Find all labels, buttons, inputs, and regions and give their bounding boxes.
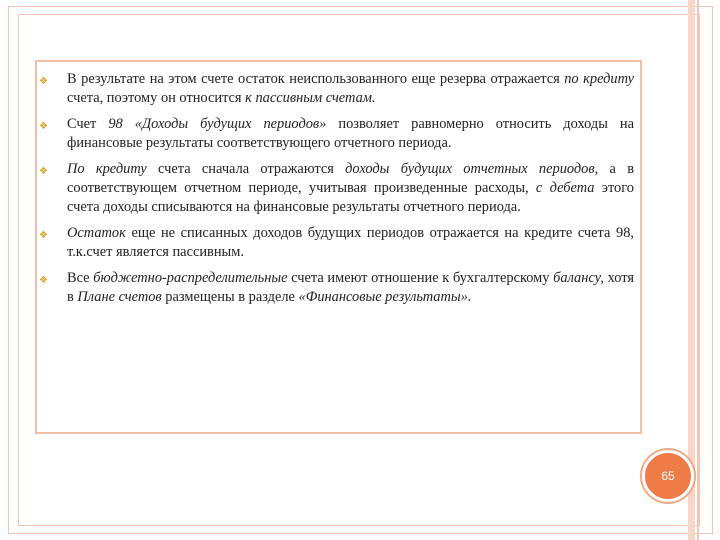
right-decorative-line [697, 0, 699, 540]
bullet-item [38, 269, 634, 307]
bullet-text-part: доходы будущих отчетных периодов, [345, 161, 599, 177]
bullet-marker-icon: ❖ [39, 76, 48, 87]
bullet-text-part: Плане счетов [77, 289, 162, 305]
bullet-text-part: Счет [67, 116, 109, 132]
bullet-text-part: В результате на этом счете остаток неиспользованного еще резерва отражается [67, 71, 565, 87]
bullet-text-part: Остаток [67, 225, 126, 241]
bullet-marker-icon: ❖ [39, 230, 48, 241]
bullet-text-part: к пассивным счетам. [245, 90, 376, 106]
bullet-marker-icon: ❖ [39, 275, 48, 286]
bullet-text-part: размещены в разделе [161, 289, 299, 305]
bullet-list [38, 70, 634, 314]
bullet-marker-icon: ❖ [39, 121, 48, 132]
bullet-text-part: этого счета доходы списываются на финансовые результаты отчетного периода. [67, 180, 634, 215]
bullet-text-part: 98 «Доходы будущих периодов» [108, 116, 327, 132]
bullet-item [38, 115, 634, 153]
bullet-text-part: бюджетно-распределительные [93, 270, 288, 286]
bullet-text-part: еще не списанных доходов будущих периодов отражается на кредите счета 98, т.к.счет является пассивным. [67, 225, 634, 260]
bullet-item [38, 70, 634, 108]
bullet-text-part: по кредиту [564, 71, 634, 87]
bullet-text-part: счета, поэтому он относится [67, 90, 246, 106]
bullet-text-part: позволяет равномерно относить доходы на финансовые результаты соответствующего отчетного периода. [67, 116, 634, 151]
bullet-text-part: хотя в [67, 270, 634, 305]
bullet-text-part: с дебета [535, 180, 595, 196]
bullet-text-part: Все [67, 270, 94, 286]
bullet-item [38, 224, 634, 262]
bullet-text-part: а в соответствующем отчетном периоде, учитывая произведенные расходы, [67, 161, 635, 196]
bullet-text-part: «Финансовые результаты». [298, 289, 472, 305]
bullet-text-part: счета имеют отношение к бухгалтерскому [287, 270, 554, 286]
right-decorative-stripe [688, 0, 695, 540]
bullet-text-part: балансу, [553, 270, 604, 286]
page-number-badge: 65 [642, 450, 694, 502]
bullet-item [38, 160, 634, 217]
bullet-marker-icon: ❖ [39, 166, 48, 177]
bullet-text-part: счета сначала отражаются [146, 161, 346, 177]
bullet-text-part: По кредиту [67, 161, 147, 177]
